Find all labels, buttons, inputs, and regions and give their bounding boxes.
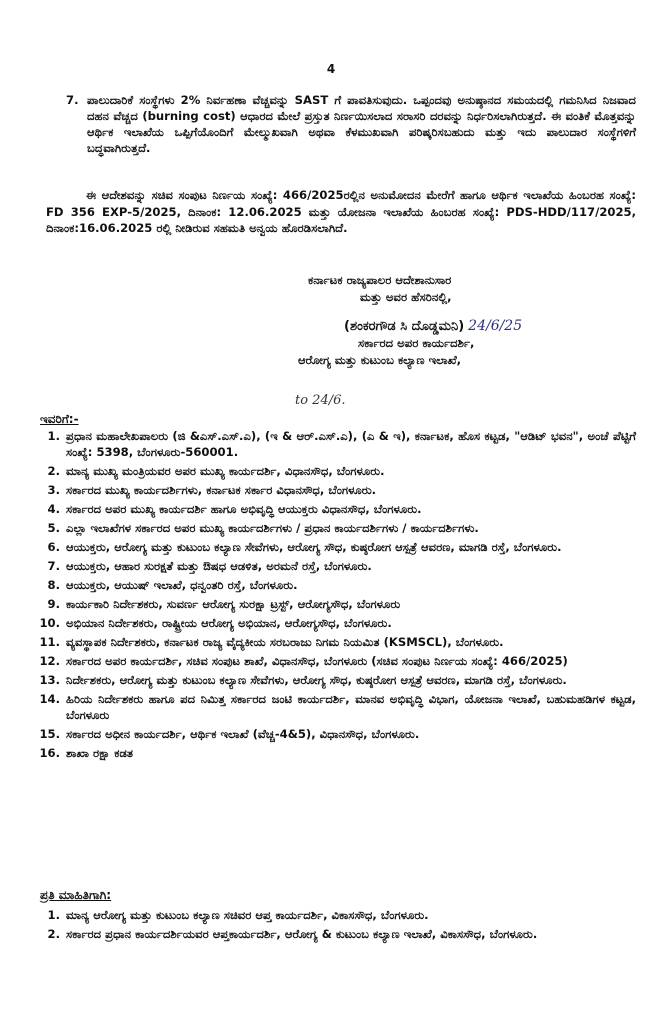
list-item — [38, 691, 636, 723]
signatory-name-text: (ಶಂಕರಗೌಡ ಸಿ ದೊಡ್ಡಮನಿ) — [344, 319, 465, 334]
paragraph-7 — [66, 92, 636, 156]
signature-block — [298, 272, 638, 369]
list-item-number: 16. — [39, 746, 60, 760]
list-item-number: 4. — [47, 502, 60, 516]
list-item-number: 10. — [39, 616, 60, 630]
list-item-text: ಸರ್ಕಾರದ ಮುಖ್ಯ ಕಾರ್ಯದರ್ಶಿಗಳು, ಕರ್ನಾಟಕ ಸರ್ಕಾರ ವಿಧಾನಸೌಧ, ಬೆಂಗಳೂರು. — [66, 483, 377, 497]
list-item-number: 3. — [47, 483, 60, 497]
page-number: 4 — [326, 62, 336, 76]
list-item-text: ಆಯುಕ್ತರು, ಆರೋಗ್ಯ ಮತ್ತು ಕುಟುಂಬ ಕಲ್ಯಾಣ ಸೇವೆಗಳು, ಆರೋಗ್ಯ ಸೌಧ, ಕುಷ್ಠರೋಗ ಆಸ್ಪತ್ರೆ ಆವರಣ, ಮಾಗಡಿ ರಸ್ತೆ, ಬೆಂಗಳೂರು. — [66, 540, 562, 554]
signatory-department: ಆರೋಗ್ಯ ಮತ್ತು ಕುಟುಂಬ ಕಲ್ಯಾಣ ಇಲಾಖೆ, — [298, 353, 462, 367]
list-item — [38, 726, 636, 742]
list-item — [38, 672, 636, 688]
list-item-text: ಪ್ರಧಾನ ಮಹಾಲೇಖಪಾಲರು (ಜಿ &ಎಸ್.ಎಸ್.ಎ), (ಇ & ಆರ್.ಎಸ್.ಎ), (ಎ & ಇ), ಕರ್ನಾಟಕ, ಹೊಸ ಕಟ್ಟಡ, "ಆಡಿಟ್ ಭವನ", ಅಂಚೆ ಪೆಟ್ಟಿಗೆ ಸಂಖ್ಯೆ: 5398, ಬೆಂಗಳೂರು-560001. — [66, 429, 636, 459]
paragraph-number: 7. — [66, 93, 79, 107]
list-item — [38, 428, 636, 460]
list-item-text: ಹಿರಿಯ ನಿರ್ದೇಶಕರು ಹಾಗೂ ಪದ ನಿಮಿತ್ತ ಸರ್ಕಾರದ ಜಂಟಿ ಕಾರ್ಯದರ್ಶಿ, ಮಾನವ ಅಭಿವೃದ್ಧಿ ವಿಭಾಗ, ಯೋಜನಾ ಇಲಾಖೆ, ಬಹುಮಹಡಿಗಳ ಕಟ್ಟಡ, ಬೆಂಗಳೂರು — [66, 692, 636, 722]
list-item-number: 2. — [47, 464, 60, 478]
list-item-number: 11. — [39, 635, 60, 649]
list-item-number: 15. — [39, 727, 60, 741]
list-item — [38, 482, 636, 498]
list-item — [38, 926, 636, 942]
list-item — [38, 596, 636, 612]
list-item-number: 9. — [47, 597, 60, 611]
recipients-list — [38, 428, 636, 764]
list-item-number: 1. — [47, 908, 60, 922]
list-item — [38, 558, 636, 574]
paragraph-text: ಪಾಲುದಾರಿಕೆ ಸಂಸ್ಥೆಗಳು 2% ನಿರ್ವಹಣಾ ವೆಚ್ಚವನ್ನು SAST ಗೆ ಪಾವತಿಸುವುದು. ಒಪ್ಪಂದವು ಅನುಷ್ಠಾನದ ಸಮಯದಲ್ಲಿ ಗಮನಿಸಿದ ನಿಜವಾದ ದಹನ ವೆಚ್ಚದ (burning cost) ಆಧಾರದ ಮೇಲೆ ಪ್ರಸ್ತುತ ನಿರ್ಣಯಿಸಲಾದ ಸರಾಸರಿ ದರವನ್ನು ನಿರ್ಧರಿಸಲಾಗಿರುತ್ತದೆ. ಈ ವಂತಿಕೆ ಮೊತ್ತವನ್ನು ಆರ್ಥಿಕ ಇಲಾಖೆಯ ಒಪ್ಪಿಗೆಯೊಂದಿಗೆ ಮೇಲ್ಮುಖವಾಗಿ ಅಥವಾ ಕೆಳಮುಖವಾಗಿ ಪರಿಷ್ಕರಿಸಬಹುದು ಮತ್ತು ಇದು ಪಾಲುದಾರ ಸಂಸ್ಥೆಗಳಿಗೆ ಬದ್ಧವಾಗಿರುತ್ತದೆ. — [87, 93, 636, 155]
list-item-text: ಶಾಖಾ ರಕ್ಷಾ ಕಡತ — [66, 746, 134, 760]
list-item — [38, 907, 636, 923]
list-item-text: ವ್ಯವಸ್ಥಾಪಕ ನಿರ್ದೇಶಕರು, ಕರ್ನಾಟಕ ರಾಜ್ಯ ವೈದ್ಯಕೀಯ ಸರಬರಾಜು ನಿಗಮ ನಿಯಮಿತ (KSMSCL), ಬೆಂಗಳೂರು. — [66, 635, 504, 649]
list-item-text: ಮಾನ್ಯ ಮುಖ್ಯ ಮಂತ್ರಿಯವರ ಅಪರ ಮುಖ್ಯ ಕಾರ್ಯದರ್ಶಿ, ವಿಧಾನಸೌಧ, ಬೆಂಗಳೂರು. — [66, 464, 385, 478]
handwritten-initials: to 24/6. — [295, 393, 346, 408]
list-item-number: 13. — [39, 673, 60, 687]
list-item — [38, 653, 636, 669]
copy-to-title: ಪ್ರತಿ ಮಾಹಿತಿಗಾಗಿ: — [40, 888, 112, 902]
list-item-text: ಸರ್ಕಾರದ ಪ್ರಧಾನ ಕಾರ್ಯದರ್ಶಿಯವರ ಆಪ್ತಕಾರ್ಯದರ್ಶಿ, ಆರೋಗ್ಯ & ಕುಟುಂಬ ಕಲ್ಯಾಣ ಇಲಾಖೆ, ವಿಕಾಸಸೌಧ, ಬೆಂಗಳೂರು. — [66, 927, 538, 941]
list-item-text: ಸರ್ಕಾರದ ಅಪರ ಕಾರ್ಯದರ್ಶಿ, ಸಚಿವ ಸಂಪುಟ ಶಾಖೆ, ವಿಧಾನಸೌಧ, ಬೆಂಗಳೂರು (ಸಚಿವ ಸಂಪುಟ ನಿರ್ಣಯ ಸಂಖ್ಯೆ: 466/2025) — [66, 654, 568, 668]
list-item-number: 6. — [47, 540, 60, 554]
list-item — [38, 463, 636, 479]
list-item-number: 12. — [39, 654, 60, 668]
list-item — [38, 615, 636, 631]
governor-order-line: ಕರ್ನಾಟಕ ರಾಜ್ಯಪಾಲರ ಆದೇಶಾನುಸಾರ — [308, 273, 452, 287]
list-item-text: ಆಯುಕ್ತರು, ಆಯುಷ್ ಇಲಾಖೆ, ಧನ್ವಂತರಿ ರಸ್ತೆ, ಬೆಂಗಳೂರು. — [66, 578, 298, 592]
copy-to-list — [38, 907, 636, 945]
list-item-text: ಆಯುಕ್ತರು, ಆಹಾರ ಸುರಕ್ಷತೆ ಮತ್ತು ಔಷಧ ಆಡಳಿತ, ಅರಮನೆ ರಸ್ತೆ, ಬೆಂಗಳೂರು. — [66, 559, 372, 573]
in-name-line: ಮತ್ತು ಅವರ ಹೆಸರಿನಲ್ಲಿ, — [360, 290, 452, 304]
list-item-number: 14. — [39, 692, 60, 706]
recipients-title: ಇವರಿಗೆ:- — [40, 412, 79, 426]
list-item-text: ಸರ್ಕಾರದ ಅಧೀನ ಕಾರ್ಯದರ್ಶಿ, ಆರ್ಥಿಕ ಇಲಾಖೆ (ವೆಚ್ಚ-4&5), ವಿಧಾನಸೌಧ, ಬೆಂಗಳೂರು. — [66, 727, 420, 741]
signatory-name — [344, 318, 638, 335]
list-item-text: ಮಾನ್ಯ ಆರೋಗ್ಯ ಮತ್ತು ಕುಟುಂಬ ಕಲ್ಯಾಣ ಸಚಿವರ ಆಪ್ತ ಕಾರ್ಯದರ್ಶಿ, ವಿಕಾಸಸೌಧ, ಬೆಂಗಳೂರು. — [66, 908, 429, 922]
list-item-text: ಎಲ್ಲಾ ಇಲಾಖೆಗಳ ಸರ್ಕಾರದ ಅಪರ ಮುಖ್ಯ ಕಾರ್ಯದರ್ಶಿಗಳು / ಪ್ರಧಾನ ಕಾರ್ಯದರ್ಶಿಗಳು / ಕಾರ್ಯದರ್ಶಿಗಳು. — [66, 521, 479, 535]
list-item — [38, 634, 636, 650]
list-item — [38, 501, 636, 517]
list-item-text: ಅಭಿಯಾನ ನಿರ್ದೇಶಕರು, ರಾಷ್ಟ್ರೀಯ ಆರೋಗ್ಯ ಅಭಿಯಾನ, ಆರೋಗ್ಯಸೌಧ, ಬೆಂಗಳೂರು. — [66, 616, 392, 630]
list-item-number: 7. — [47, 559, 60, 573]
list-item-number: 1. — [47, 429, 60, 443]
order-text: ಈ ಆದೇಶವನ್ನು ಸಚಿವ ಸಂಪುಟ ನಿರ್ಣಯ ಸಂಖ್ಯೆ: 466/2025ರಲ್ಲಿನ ಅನುಮೋದನ ಮೇರೆಗೆ ಹಾಗೂ ಆರ್ಥಿಕ ಇಲಾಖೆಯ ಹಿಂಬರಹ ಸಂಖ್ಯೆ: FD 356 EXP-5/2025, ದಿನಾಂಕ: 12.06.2025 ಮತ್ತು ಯೋಜನಾ ಇಲಾಖೆಯ ಹಿಂಬರಹ ಸಂಖ್ಯೆ: PDS-HDD/117/2025, ದಿನಾಂಕ:16.06.2025 ರಲ್ಲಿ ನೀಡಿರುವ ಸಹಮತಿ ಅನ್ವಯ ಹೊರಡಿಸಲಾಗಿದೆ. — [46, 188, 636, 235]
list-item-number: 2. — [47, 927, 60, 941]
list-item — [38, 577, 636, 593]
order-paragraph — [46, 187, 636, 237]
list-item — [38, 745, 636, 761]
list-item-text: ನಿರ್ದೇಶಕರು, ಆರೋಗ್ಯ ಮತ್ತು ಕುಟುಂಬ ಕಲ್ಯಾಣ ಸೇವೆಗಳು, ಆರೋಗ್ಯ ಸೌಧ, ಕುಷ್ಠರೋಗ ಆಸ್ಪತ್ರೆ ಆವರಣ, ಮಾಗಡಿ ರಸ್ತೆ, ಬೆಂಗಳೂರು. — [66, 673, 567, 687]
list-item-number: 8. — [47, 578, 60, 592]
list-item — [38, 539, 636, 555]
list-item-text: ಸರ್ಕಾರದ ಅಪರ ಮುಖ್ಯ ಕಾರ್ಯದರ್ಶಿ ಹಾಗೂ ಅಭಿವೃದ್ಧಿ ಆಯುಕ್ತರು ವಿಧಾನಸೌಧ, ಬೆಂಗಳೂರು. — [66, 502, 422, 516]
signatory-designation: ಸರ್ಕಾರದ ಅಪರ ಕಾರ್ಯದರ್ಶಿ, — [358, 336, 475, 350]
handwritten-date: 24/6/25 — [468, 318, 523, 334]
list-item-text: ಕಾರ್ಯಕಾರಿ ನಿರ್ದೇಶಕರು, ಸುವರ್ಣ ಆರೋಗ್ಯ ಸುರಕ್ಷಾ ಟ್ರಸ್ಟ್, ಆರೋಗ್ಯಸೌಧ, ಬೆಂಗಳೂರು — [66, 597, 401, 611]
list-item — [38, 520, 636, 536]
list-item-number: 5. — [47, 521, 60, 535]
